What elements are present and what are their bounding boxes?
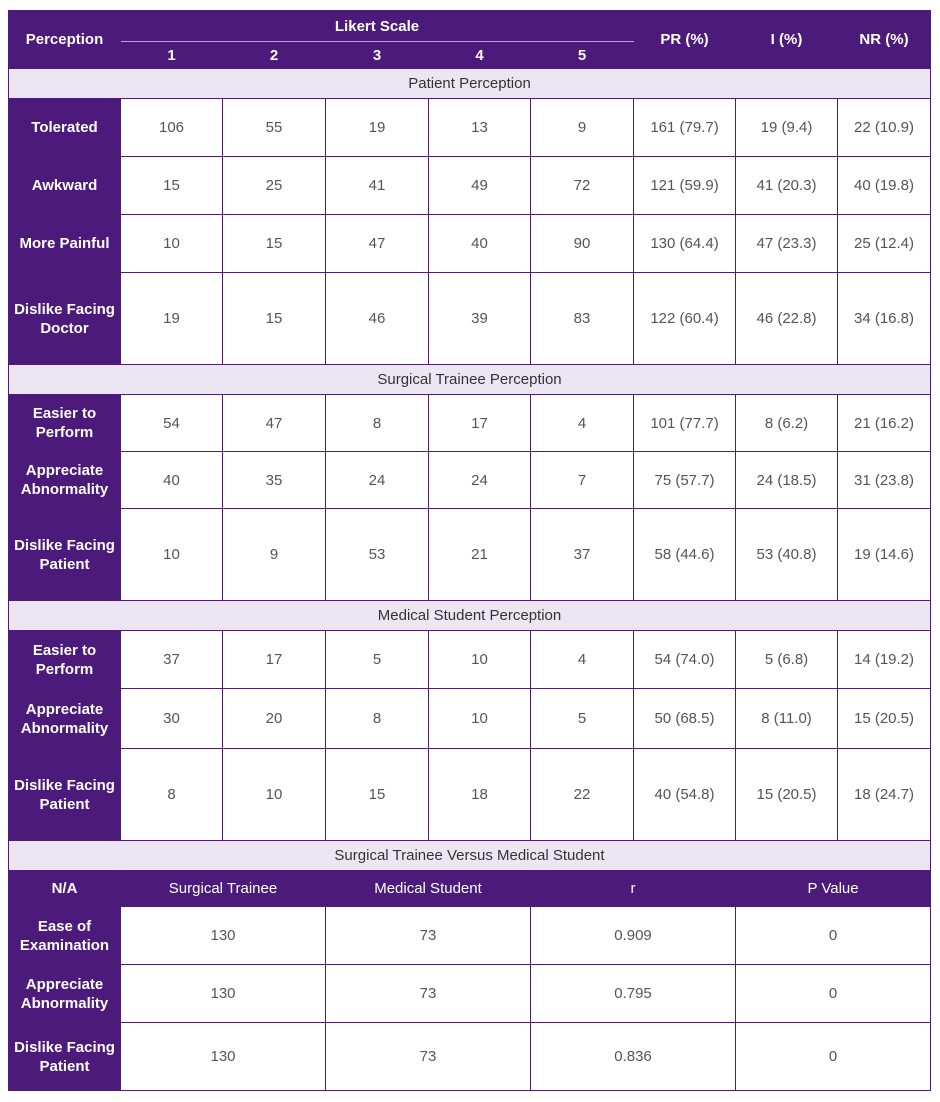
trainee-value: 130 — [121, 965, 326, 1023]
p-value: 0 — [736, 1023, 931, 1091]
row-label: Dislike Facing Patient — [9, 749, 121, 841]
likert-value: 10 — [429, 631, 531, 689]
likert-value: 39 — [429, 273, 531, 365]
row-label: Dislike Facing Doctor — [9, 273, 121, 365]
trainee-value: 130 — [121, 1023, 326, 1091]
likert-value: 24 — [429, 452, 531, 509]
i-value: 41 (20.3) — [736, 157, 838, 215]
likert-value: 10 — [429, 689, 531, 749]
table-row — [9, 631, 931, 689]
likert-value: 46 — [326, 273, 429, 365]
likert-value: 19 — [326, 99, 429, 157]
pr-value: 58 (44.6) — [634, 509, 736, 601]
likert-value: 41 — [326, 157, 429, 215]
likert-value: 15 — [326, 749, 429, 841]
likert-value: 4 — [531, 631, 634, 689]
likert-4-header: 4 — [429, 42, 531, 69]
student-value: 73 — [326, 907, 531, 965]
likert-value: 10 — [223, 749, 326, 841]
nr-value: 31 (23.8) — [838, 452, 931, 509]
likert-value: 54 — [121, 395, 223, 452]
nr-header: NR (%) — [838, 11, 931, 69]
likert-value: 21 — [429, 509, 531, 601]
comparison-na-header: N/A — [9, 871, 121, 907]
section-header-row — [9, 601, 931, 631]
r-value: 0.836 — [531, 1023, 736, 1091]
table-row — [9, 509, 931, 601]
table-row — [9, 965, 931, 1023]
likert-value: 53 — [326, 509, 429, 601]
row-label: Appreciate Abnormality — [9, 965, 121, 1023]
row-label: Appreciate Abnormality — [9, 452, 121, 509]
likert-value: 24 — [326, 452, 429, 509]
i-value: 47 (23.3) — [736, 215, 838, 273]
perception-header: Perception — [9, 11, 121, 69]
nr-value: 14 (19.2) — [838, 631, 931, 689]
row-label: Dislike Facing Patient — [9, 1023, 121, 1091]
likert-value: 10 — [121, 509, 223, 601]
likert-value: 25 — [223, 157, 326, 215]
likert-value: 40 — [429, 215, 531, 273]
likert-value: 8 — [326, 395, 429, 452]
p-value: 0 — [736, 965, 931, 1023]
i-header: I (%) — [736, 11, 838, 69]
likert-5-header: 5 — [531, 42, 634, 69]
r-header: r — [531, 871, 736, 907]
row-label: Tolerated — [9, 99, 121, 157]
table-row — [9, 689, 931, 749]
likert-3-header: 3 — [326, 42, 429, 69]
likert-value: 17 — [223, 631, 326, 689]
student-value: 73 — [326, 1023, 531, 1091]
likert-value: 15 — [223, 215, 326, 273]
table-row — [9, 157, 931, 215]
i-value: 8 (11.0) — [736, 689, 838, 749]
student-value: 73 — [326, 965, 531, 1023]
likert-value: 8 — [326, 689, 429, 749]
likert-value: 37 — [531, 509, 634, 601]
row-label: More Painful — [9, 215, 121, 273]
pr-value: 101 (77.7) — [634, 395, 736, 452]
table-row — [9, 907, 931, 965]
nr-value: 40 (19.8) — [838, 157, 931, 215]
section-header-row — [9, 841, 931, 871]
likert-value: 17 — [429, 395, 531, 452]
table-row — [9, 1023, 931, 1091]
header-row-top — [9, 11, 931, 42]
likert-value: 20 — [223, 689, 326, 749]
section-title: Surgical Trainee Perception — [9, 365, 931, 395]
likert-value: 47 — [326, 215, 429, 273]
likert-value: 15 — [121, 157, 223, 215]
likert-value: 90 — [531, 215, 634, 273]
row-label: Ease of Examination — [9, 907, 121, 965]
likert-value: 49 — [429, 157, 531, 215]
pr-value: 122 (60.4) — [634, 273, 736, 365]
likert-value: 5 — [326, 631, 429, 689]
i-value: 46 (22.8) — [736, 273, 838, 365]
i-value: 53 (40.8) — [736, 509, 838, 601]
likert-value: 72 — [531, 157, 634, 215]
pr-value: 121 (59.9) — [634, 157, 736, 215]
likert-value: 35 — [223, 452, 326, 509]
i-value: 15 (20.5) — [736, 749, 838, 841]
table-row — [9, 749, 931, 841]
nr-value: 34 (16.8) — [838, 273, 931, 365]
likert-value: 18 — [429, 749, 531, 841]
likert-value: 55 — [223, 99, 326, 157]
nr-value: 15 (20.5) — [838, 689, 931, 749]
pr-value: 161 (79.7) — [634, 99, 736, 157]
likert-value: 5 — [531, 689, 634, 749]
likert-value: 37 — [121, 631, 223, 689]
pr-value: 130 (64.4) — [634, 215, 736, 273]
likert-value: 8 — [121, 749, 223, 841]
row-label: Awkward — [9, 157, 121, 215]
nr-value: 22 (10.9) — [838, 99, 931, 157]
pr-value: 50 (68.5) — [634, 689, 736, 749]
i-value: 5 (6.8) — [736, 631, 838, 689]
table-row — [9, 452, 931, 509]
nr-value: 18 (24.7) — [838, 749, 931, 841]
nr-value: 21 (16.2) — [838, 395, 931, 452]
comparison-header-row — [9, 871, 931, 907]
medical-student-header: Medical Student — [326, 871, 531, 907]
i-value: 8 (6.2) — [736, 395, 838, 452]
likert-value: 106 — [121, 99, 223, 157]
p-value: 0 — [736, 907, 931, 965]
likert-value: 47 — [223, 395, 326, 452]
surgical-trainee-header: Surgical Trainee — [121, 871, 326, 907]
pr-value: 54 (74.0) — [634, 631, 736, 689]
p-value-header: P Value — [736, 871, 931, 907]
pr-value: 40 (54.8) — [634, 749, 736, 841]
row-label: Easier to Perform — [9, 395, 121, 452]
likert-value: 15 — [223, 273, 326, 365]
likert-2-header: 2 — [223, 42, 326, 69]
likert-value: 9 — [531, 99, 634, 157]
table-row — [9, 215, 931, 273]
pr-value: 75 (57.7) — [634, 452, 736, 509]
likert-value: 40 — [121, 452, 223, 509]
table-row — [9, 99, 931, 157]
trainee-value: 130 — [121, 907, 326, 965]
likert-value: 22 — [531, 749, 634, 841]
section-header-row — [9, 365, 931, 395]
table-row — [9, 395, 931, 452]
perception-table — [8, 10, 931, 1091]
nr-value: 19 (14.6) — [838, 509, 931, 601]
row-label: Easier to Perform — [9, 631, 121, 689]
pr-header: PR (%) — [634, 11, 736, 69]
section-header-row — [9, 69, 931, 99]
likert-value: 30 — [121, 689, 223, 749]
likert-value: 4 — [531, 395, 634, 452]
likert-value: 9 — [223, 509, 326, 601]
likert-value: 13 — [429, 99, 531, 157]
likert-value: 83 — [531, 273, 634, 365]
i-value: 19 (9.4) — [736, 99, 838, 157]
row-label: Dislike Facing Patient — [9, 509, 121, 601]
likert-value: 10 — [121, 215, 223, 273]
nr-value: 25 (12.4) — [838, 215, 931, 273]
likert-scale-header: Likert Scale — [121, 11, 634, 42]
row-label: Appreciate Abnormality — [9, 689, 121, 749]
section-title: Medical Student Perception — [9, 601, 931, 631]
likert-value: 7 — [531, 452, 634, 509]
perception-table-container — [8, 10, 930, 1091]
likert-value: 19 — [121, 273, 223, 365]
section-title: Patient Perception — [9, 69, 931, 99]
likert-1-header: 1 — [121, 42, 223, 69]
i-value: 24 (18.5) — [736, 452, 838, 509]
table-row — [9, 273, 931, 365]
r-value: 0.909 — [531, 907, 736, 965]
section-title: Surgical Trainee Versus Medical Student — [9, 841, 931, 871]
r-value: 0.795 — [531, 965, 736, 1023]
